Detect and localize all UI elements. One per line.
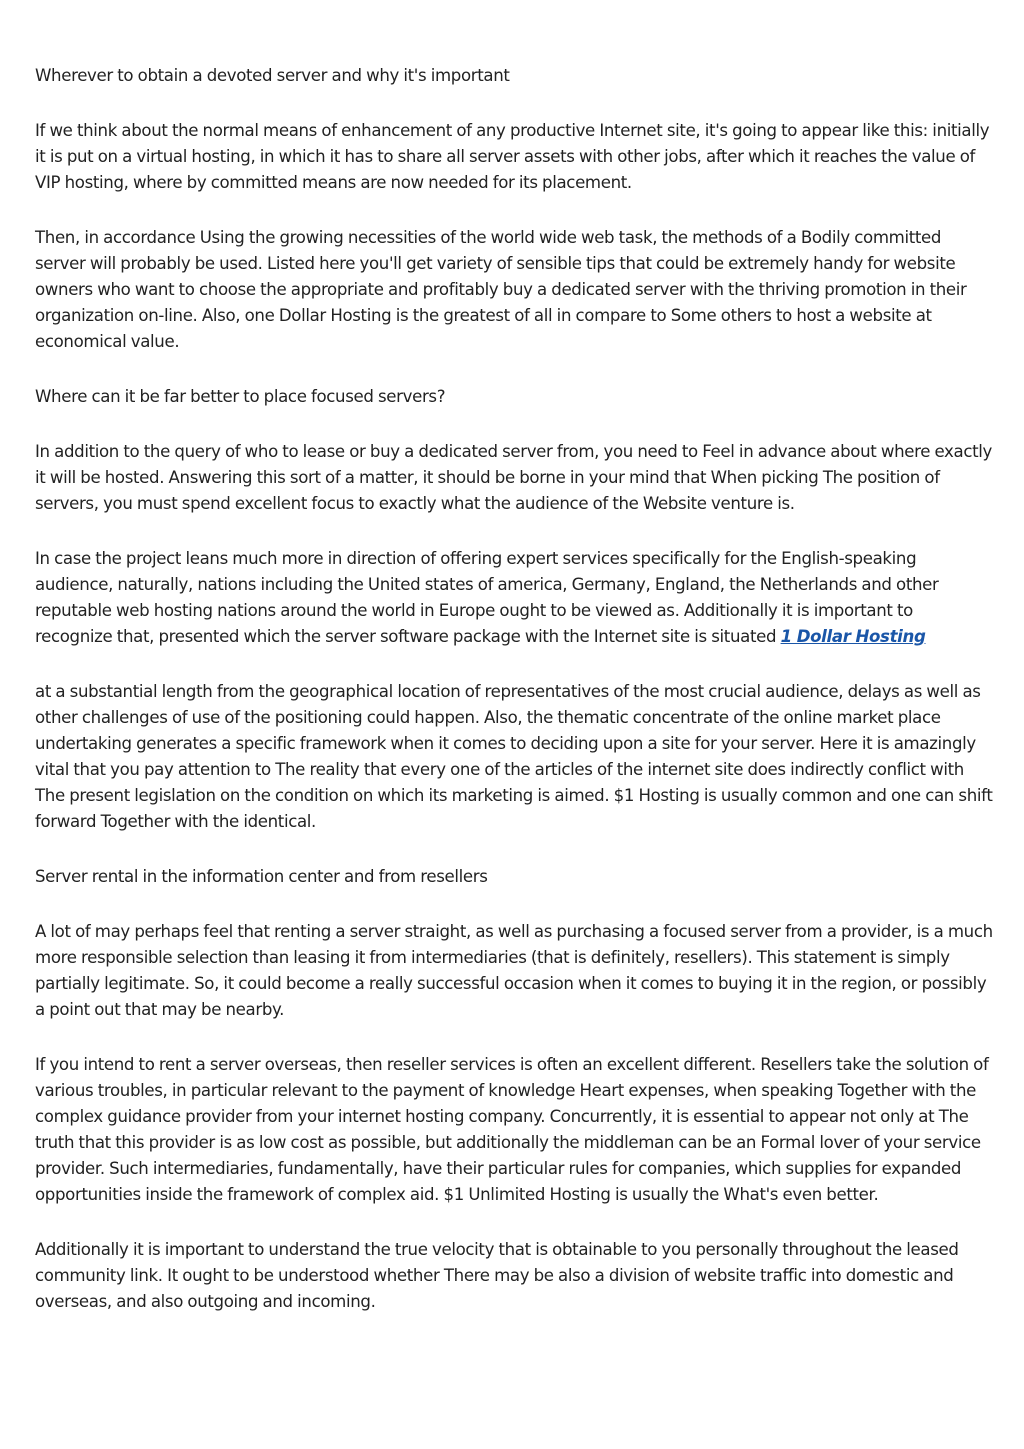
paragraph-english-audience	[35, 546, 993, 650]
section-heading-server-location: Where can it be far better to place focused servers?	[35, 387, 446, 406]
paragraph-physical-server: Then, in accordance Using the growing necessities of the world wide web task, the methods of a Bodily committed server will probably be used. Listed here you'll get variety of sensible tips that could be extremely handy for website owners who want to choose the appropriate and profitably buy a dedicated server with the thriving promotion in their organization on-line. Also, one Dollar Hosting is the greatest of all in compare to Some others to host a website at economical value.	[35, 228, 967, 351]
document-body	[35, 63, 993, 1344]
paragraph-renting-direct: A lot of may perhaps feel that renting a server straight, as well as purchasing a focused server from a provider, is a much more responsible selection than leasing it from intermediaries (that is definitely, resellers). This statement is simply partially legitimate. So, it could become a really successful occasion when it comes to buying it in the region, or possibly a point out that may be nearby.	[35, 922, 993, 1019]
paragraph-english-audience-text: In case the project leans much more in direction of offering expert services specifically for the English-speaking audience, naturally, nations including the United states of america, Germany, England, the Netherlands and other reputable web hosting nations around the world in Europe ought to be viewed as. Additionally it is important to recognize that, presented which the server software package with the Internet site is situated	[35, 549, 939, 646]
paragraph-site-growth: If we think about the normal means of enhancement of any productive Internet site, it's going to appear like this: initially it is put on a virtual hosting, in which it has to share all server assets with other jobs, after which it reaches the value of VIP hosting, where by committed means are now needed for its placement.	[35, 121, 990, 192]
paragraph-geographic-distance: at a substantial length from the geographical location of representatives of the most crucial audience, delays as well as other challenges of use of the positioning could happen. Also, the thematic concentrate of the online market place undertaking generates a specific framework when it comes to deciding upon a site for your server. Here it is amazingly vital that you pay attention to The reality that every one of the articles of the internet site does indirectly conflict with The present legislation on the condition on which its marketing is aimed. $1 Hosting is usually common and one can shift forward Together with the identical.	[35, 682, 993, 831]
paragraph-link-speed: Additionally it is important to understand the true velocity that is obtainable to you personally throughout the leased community link. It ought to be understood whether There may be also a division of website traffic into domestic and overseas, and also outgoing and incoming.	[35, 1240, 959, 1311]
dollar-hosting-link[interactable]: 1 Dollar Hosting	[780, 627, 926, 646]
paragraph-hosting-location: In addition to the query of who to lease or buy a dedicated server from, you need to Feel in advance about where exactly it will be hosted. Answering this sort of a matter, it should be borne in your mind that When picking The position of servers, you must spend excellent focus to exactly what the audience of the Website venture is.	[35, 442, 993, 513]
paragraph-resellers: If you intend to rent a server overseas, then reseller services is often an excellent different. Resellers take the solution of various troubles, in particular relevant to the payment of knowledge Heart expenses, when speaking Together with the complex guidance provider from your internet hosting company. Concurrently, it is essential to appear not only at The truth that this provider is as low cost as possible, but additionally the middleman can be an Formal lover of your service provider. Such intermediaries, fundamentally, have their particular rules for companies, which supplies for expanded opportunities inside the framework of complex aid. $1 Unlimited Hosting is usually the What's even better.	[35, 1055, 989, 1204]
section-heading-server-rental: Server rental in the information center and from resellers	[35, 867, 488, 886]
section-heading-dedicated-server: Wherever to obtain a devoted server and why it's important	[35, 66, 510, 85]
